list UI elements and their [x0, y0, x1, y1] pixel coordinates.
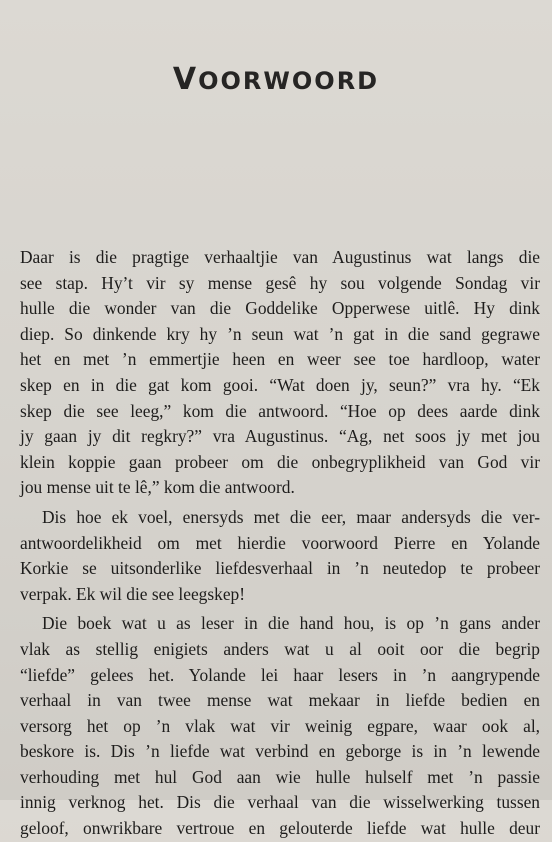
text-line: jou mense uit te lê,” kom die antwoord. [20, 477, 295, 498]
text-line: skep die see leeg,” kom die antwoord. “Hoe op dees aarde dink [20, 400, 540, 421]
text-line: versorg het op ’n vlak wat vir weinig egpare, waar ook al, [20, 715, 540, 736]
paragraph-3 [20, 611, 540, 841]
paragraph-2 [20, 505, 540, 607]
text-line: Die boek wat u as leser in die hand hou, is op ’n gans ander [42, 613, 540, 634]
text-line: “liefde” gelees het. Yolande lei haar lesers in ’n aangrypende [20, 664, 540, 685]
text-line: skep en in die gat kom gooi. “Wat doen jy, seun?” vra hy. “Ek [20, 374, 540, 395]
body-text [20, 245, 540, 842]
text-line: see stap. Hy’t vir sy mense gesê hy sou volgende Sondag vir [20, 272, 540, 293]
text-line: klein koppie gaan probeer om die onbegryplikheid van God vir [20, 451, 540, 472]
text-line: Dis hoe ek voel, enersyds met die eer, maar andersyds die ver- [42, 506, 540, 527]
text-line: verhouding met hul God aan wie hulle hulself met ’n passie [20, 766, 540, 787]
text-line: innig verknog het. Dis die verhaal van die wisselwerking tussen [20, 792, 540, 813]
text-line: vlak as stellig enigiets anders wat u al ooit oor die begrip [20, 638, 540, 659]
text-line: beskore is. Dis ’n liefde wat verbind en geborge is in ’n lewende [20, 741, 540, 762]
text-line: het en met ’n emmertjie heen en weer see toe hardloop, water [20, 349, 540, 370]
paragraph-1 [20, 245, 540, 501]
text-line: verpak. Ek wil die see leegskep! [20, 583, 246, 604]
text-line: geloof, onwrikbare vertroue en gelouterde liefde wat hulle deur [20, 818, 540, 839]
title-rest: OORWOORD [198, 67, 380, 95]
text-line: verhaal in van twee mense wat mekaar in liefde bedien en [20, 690, 540, 711]
text-line: hulle die wonder van die Goddelike Opperwese uitlê. Hy dink [20, 298, 540, 319]
page-title [0, 62, 552, 97]
text-line: antwoordelikheid om met hierdie voorwoord Pierre en Yolande [20, 532, 540, 553]
title-first-letter: V [172, 62, 199, 97]
text-line: diep. So dinkende kry hy ’n seun wat ’n gat in die sand gegrawe [20, 323, 540, 344]
text-line: jy gaan jy dit regkry?” vra Augustinus. “Ag, net soos jy met jou [20, 426, 540, 447]
text-line: Daar is die pragtige verhaaltjie van Augustinus wat langs die [20, 247, 540, 267]
text-line: Korkie se uitsonderlike liefdesverhaal in ’n neutedop te probeer [20, 558, 540, 579]
